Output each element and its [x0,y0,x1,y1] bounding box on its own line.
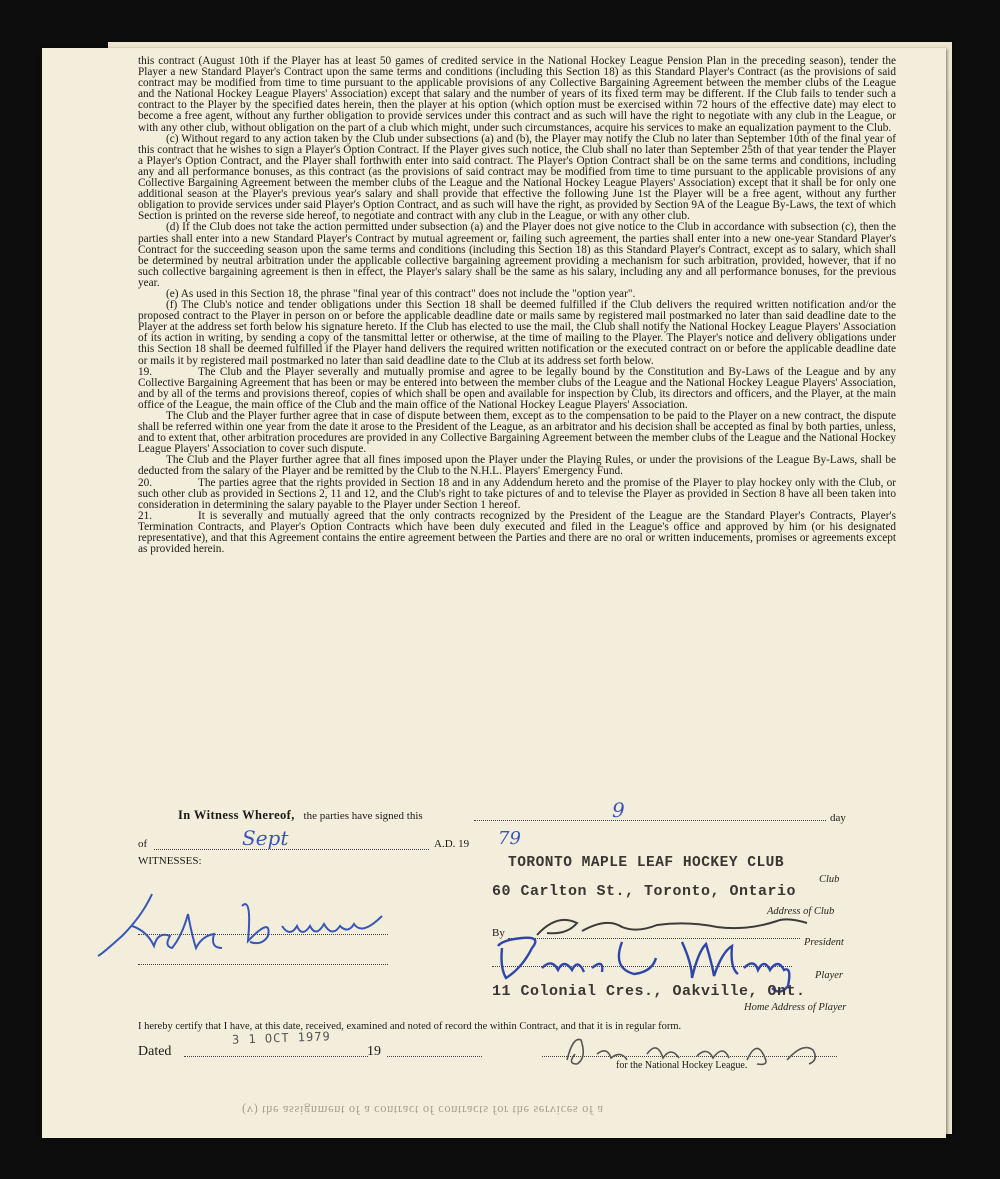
contract-page [42,48,946,1138]
signed-text: the parties have signed this [303,810,423,822]
league-caption: for the National Hockey League. [616,1060,748,1071]
day-rule [474,820,826,821]
by-label: By [492,927,505,939]
club-caption: Club [819,874,840,885]
dated-label: Dated [138,1044,172,1059]
month-value: Sept [242,826,289,850]
paragraph-section19 [138,367,896,411]
year-value: 79 [498,828,521,849]
player-address: 11 Colonial Cres., Oakville, Ont. [492,983,806,1000]
paragraph-18c: (c) Without regard to any action taken by the Club under subsections (a) and (b), the Player may notify the Club no later than September 10th of the final year of this contract that he wishes to sign a Player's Option Contract. If the Player gives such notice, the Club shall no later than September 25th of that year tender the Player a Player's Option Contract, and the Player shall forthwith enter into said contract. The Player's Option Contract shall be on the same terms and conditions, including any and all performance bonuses, as this contract (as the provisions of said contract may be modified from time to time pursuant to the applicable provisions of any Collective Bargaining Agreement between the member clubs of the League and the National Hockey League Players' Association) except that it shall be for only one additional season at the Player's previous year's salary and shall provide that effective the following June 1st the Player will be a free agent, without any further obligation to provide services under said Player's Option Contract, and as such will have the right, as provided by Section 9A of the League By-Laws, the text of which Section is printed on the reverse side hereof, to negotiate and contract with any club in the League, or with any other club. [138,132,896,223]
player-caption: Player [815,970,843,981]
received-stamp: 3 1 OCT 1979 [231,1029,331,1047]
club-name: TORONTO MAPLE LEAF HOCKEY CLUB [508,855,785,871]
dated-year-rule [387,1056,482,1057]
witness-heading: In Witness Whereof, [178,808,295,822]
ad-label: A.D. 19 [434,838,470,850]
section-number-20: 20. [138,476,153,489]
paragraph-section19-dispute: The Club and the Player further agree that in case of dispute between them, except as to the compensation to be paid to the Player on a new contract, the dispute shall be referred within one year from the date it arose to the President of the League, as an arbitrator and his decision shall be accepted as final by both parties, unless, and to extent that, other arbitration procedures are provided in any Collective Bargaining Agreement between the member clubs of the League and the National Hockey League Players' Association to cover such dispute. [138,410,896,456]
day-label: day [830,812,846,824]
contract-body [138,56,896,555]
club-address-caption: Address of Club [767,906,835,917]
paragraph-18e: (e) As used in this Section 18, the phrase "final year of this contract" does not include the "option year". [166,287,636,300]
president-caption: President [804,937,844,948]
section-19-text: The Club and the Player severally and mutually promise and agree to be legally bound by the Constitution and By-Laws of the League and by any Collective Bargaining Agreement that has been or may be entered into between the member clubs of the League and the National Hockey League Players' Association, and by all of the terms and provisions thereof, copies of which shall be open and available for inspection by Club, its directors and officers, and the Player, at the main office of the League, the main office of the Club and the main office of the National Hockey League Players' Association. [138,365,896,411]
day-value: 9 [612,798,625,822]
player-address-caption: Home Address of Player [744,1002,847,1013]
paragraph-18d: (d) If the Club does not take the action permitted under subsection (a) and the Player does not give notice to the Club in accordance with subsection (c), then the parties shall enter into a new Standard Player's Contract by mutual agreement or, failing such agreement, the parties shall enter into a new one-year Standard Player's Contract for the succeeding season upon the same terms and conditions (including this Section 18) as this Standard Player's Contract, except as to salary, which shall be determined by neutral arbitration under the applicable collective bargaining agreement providing a mechanism for such arbitration, provided, however, that if no such collective bargaining agreement is then in effect, the Player's salary shall be the same as his salary, including any and all performance bonuses, for the previous year. [138,221,896,289]
of-label: of [138,838,148,850]
paragraph-section18-continuation: this contract (August 10th if the Player has at least 50 games of credited service in the National Hockey League Pension Plan in the preceding season), tender the Player a new Standard Player's Contract upon the same terms and conditions (including this Section 18) as this Standard Player's Contract (as the provisions of said contract may be modified from time to time pursuant to the applicable provisions of any Collective Bargaining Agreement between the member clubs of the League and the National Hockey League Players' Association) except that salary and the number of years of its fixed term may be different. If the Club fails to tender such a contract to the Player by the specified dates herein, then the player at his option (which option must be exercised within 72 hours of the effective date) may elect to become a free agent, without any further obligation to provide services under this contract and as such will have the right to negotiate with any club in the League, or with any other club, without obligation on the part of a club which might, under such circumstances, acquire his services to make an equalization payment to the Club. [138,55,896,134]
section-number-19: 19. [138,365,153,378]
paragraph-section20 [138,478,896,511]
section-20-text: The parties agree that the rights provided in Section 18 and in any Addendum hereto and the promise of the Player to play hockey only with the Club, or such other club as provided in Sections 2, 11 and 12, and the Club's right to take pictures of and to televise the Player as provided in Section 8 have all been taken into consideration in determining the salary payable to the Player under Section 1 hereof. [138,476,896,511]
dated-year-prefix: 19 [367,1044,381,1059]
paragraph-18f: (f) The Club's notice and tender obligations under this Section 18 shall be deemed fulfilled if the Club delivers the required written notification and/or the proposed contract to the Player in person on or before the applicable deadline date or mails same by registered mail postmarked no later than said deadline date to the Player at the address set forth below his signature hereto. If the Club has elected to use the mail, the Club shall notify the National Hockey League Players' Association of its action in writing, by sending a copy of the tansmittal letter or otherwise, at the time of mailing to the Player. The Player's notice and delivery obligations under this Section 18 shall be deemed fulfilled if the Player hand delivers the required written notification or the executed contract on or before the applicable deadline date or mails it by registered mail postmarked no later than said deadline date to the Club at its address set forth below. [138,299,896,367]
certification-text: I hereby certify that I have, at this date, received, examined and noted of record the within Contract, and that it is in regular form. [138,1021,682,1032]
witness-line [178,808,423,823]
paragraph-section19-fines: The Club and the Player further agree that all fines imposed upon the Player under the Playing Rules, or under the provisions of the League By-Laws, shall be deducted from the salary of the Player and be remitted by the Club to the N.H.L. Players' Emergency Fund. [138,454,896,478]
section-21-text: It is severally and mutually agreed that the only contracts recognized by the President of the League are the Standard Player's Contracts, Player's Termination Contracts, and Player's Option Contracts which have been duly executed and filed in the League's office and approved by him (or his designated representative), and that this Agreement contains the entire agreement between the Parties and there are no oral or written inducements, promises or agreements except as provided herein. [138,509,896,556]
month-rule [154,849,429,850]
dated-rule [184,1056,368,1057]
club-address: 60 Carlton St., Toronto, Ontario [492,883,797,900]
paragraph-section21 [138,511,896,555]
show-through-text: (v) the assignment of a contract of contracts for the services of a [242,1103,604,1117]
witnesses-label: WITNESSES: [138,855,202,867]
witness-signature [92,886,392,966]
section-number-21: 21. [138,509,153,522]
witness-rule-2 [138,964,388,965]
